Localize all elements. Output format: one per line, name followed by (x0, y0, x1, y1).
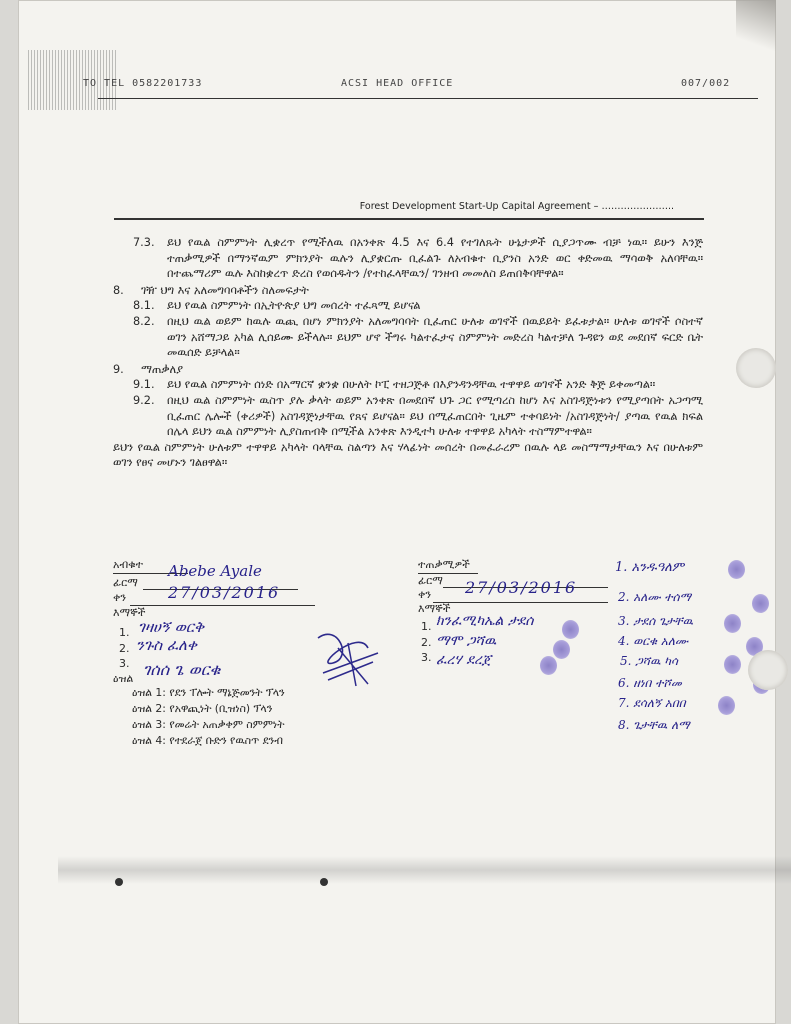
member-signature-6: 6. ዘነበ ተሾመ (618, 676, 682, 690)
scan-dot (320, 878, 328, 886)
left-witness-3-signature: ገሰሰ ጌ ወርቁ (143, 660, 221, 679)
page-fold-shadow (736, 0, 776, 60)
annex-1: ዕዝል 1: የደን ፐሎት ማኔጅመንት ፕላን (132, 686, 285, 699)
clause-7-3 (113, 235, 703, 282)
thumbprint-icon (718, 696, 735, 715)
clause-number: 9.2. (133, 393, 155, 407)
clause-text: በዚህ ዉል ወይም ከዉሉ ዉጪ በሆነ ምክንያት አለመግባባት ቢፈጠር ሁለቱ ወገኖች በዉይይት ይፈቱታል። ሁለቱ ወገኖች ሶስተኛ ወገን አሸማጋይ አካል ሊሰይሙ ይችላሉ። ይህም ሆኖ ችግሩ ካልተፈታና ስምምነት መድረስ ካልተቻለ ጉዳዩን ወደ መደበኛ ፍርድ ቤት መዉሰድ ይቻላል። (167, 314, 703, 360)
scribble-signature-icon (308, 618, 388, 688)
left-witness-3-num: 3. (119, 657, 130, 670)
scanner-streak (58, 856, 791, 884)
left-party-title: አብቁተ (113, 558, 144, 571)
annex-3: ዕዝል 3: የመሬት አጠቃቀም ስምምነት (132, 718, 285, 731)
right-witness-label: እማኞች (418, 602, 451, 615)
annex-4: ዕዝል 4: የተደራጀ ቡድን የዉስጥ ደንብ (132, 734, 283, 747)
agreement-title: Forest Development Start-Up Capital Agreement – ………………….. (359, 201, 674, 212)
section-9 (113, 362, 703, 378)
left-signature: Abebe Ayale (168, 562, 262, 580)
member-signature-4: 4. ወርቁ አለሙ (618, 634, 689, 648)
member-signature-3: 3. ታደሰ ጌታቸዉ (618, 614, 694, 628)
left-date-line (130, 605, 315, 606)
clause-number: 9.1. (133, 378, 155, 392)
clause-8-2 (113, 314, 703, 361)
left-witness-label: እማኞች (113, 606, 146, 619)
right-witness-3-num: 3. (421, 651, 432, 664)
clause-text: ይህ የዉል ስምምነት በኢትዮጵያ ህግ መሰረት ተፈጻሚ ይሆናል (167, 299, 421, 313)
left-witness-2-num: 2. (119, 642, 130, 655)
thumbprint-icon (724, 655, 741, 674)
member-signature-1: 1. አንዱዓለም (615, 560, 685, 575)
section-8 (113, 283, 703, 299)
clause-text: በዚህ ዉል ስምምነት ዉስጥ ያሉ ቃላት ወይም አንቀጽ በመደበኛ ህጉ ጋር የሚጣረስ ከሆነ እና አስገዳጅነቱን የሚያጣበት አጋጣሚ ቢፈጠር ሌሎች (ቀሪዎች) አስገዳጅነታቸዉ የጸና ይሆናል። ይህ በሚፈጠርበት ጊዜም ተቀባይነት /አስገዳጅነት/ ያጣዉ የዉል ክፍል በሌላ ይህን ዉል ስምምነት ሊያስጠብቅ በሚችል አንቀጽ እንዲተካ ሁለቱ ተዋዋይ አካላት ተስማምተዋል። (167, 393, 703, 439)
closing-statement (113, 440, 703, 471)
fax-rule (98, 98, 758, 99)
left-date: 27/03/2016 (168, 583, 281, 602)
left-witness-1-num: 1. (119, 626, 130, 639)
annex-2: ዕዝል 2: የአዋጪነት (ቢዝነስ) ፕላን (132, 702, 273, 715)
section-title: ገዥ ህግ እና አለመግባባቶችን ስለመፍታት (141, 283, 309, 297)
right-witness-2-signature: ማሞ ጋሻዉ (436, 633, 497, 649)
thumbprint-icon (553, 640, 570, 659)
punch-hole-bottom (748, 650, 788, 690)
thumbprint-icon (562, 620, 579, 639)
right-witness-1-num: 1. (421, 620, 432, 633)
scan-dot (115, 878, 123, 886)
fax-office: ACSI HEAD OFFICE (341, 78, 454, 89)
document-page (18, 0, 776, 1024)
right-date-label: ቀን (418, 588, 432, 601)
right-sign-label: ፊርማ (418, 574, 443, 587)
clause-8-1 (113, 298, 703, 314)
punch-hole-top (736, 348, 776, 388)
clause-number: 8.1. (133, 299, 155, 313)
thumbprint-icon (752, 594, 769, 613)
section-number: 9. (113, 362, 124, 376)
clause-number: 7.3. (133, 236, 155, 249)
header-rule (114, 218, 704, 220)
section-title: ማጠቃለያ (141, 362, 183, 376)
left-stamp-label: ዕዝል (113, 672, 134, 685)
clause-number: 8.2. (133, 314, 155, 328)
fax-page-number: 007/002 (681, 78, 731, 89)
clause-text: ይህ የዉል ስምምነት ሰነድ በአማርኛ ቋንቋ በሁለት ኮፒ ተዘጋጅቶ በእያንዳንዳቸዉ ተዋዋይ ወገኖች አንድ ቅጅ ይቀመጣል። (167, 378, 656, 392)
left-witness-2-signature: ንጉስ ፈለቀ (136, 636, 197, 654)
right-witness-1-signature: ክንፈሚካኤል ታደሰ (436, 613, 534, 629)
clause-text: ይህ የዉል ስምምነት ሊቋረጥ የሚችለዉ በአንቀጽ 4.5 እና 6.4 የተገለጹት ሁኔታዎች ሲያጋጥሙ ብቻ ነዉ። ይሁን እንጅ ተጠቃሚዎች በማንኛዉም ምክንያት ዉሉን ሊያቋርጡ ቢፈልጉ ለአብቁተ ቢያንስ አንድ ወር ቀድመዉ ማሳወቅ አለባቸዉ። በተጨማሪም ዉሉ እስከቋረጥ ድረስ የወሰዱትን /የተከፈላቸዉን/ ገንዘብ መመለስ ይጠበቅባቸዋል። (167, 236, 703, 281)
right-witness-3-signature: ፈረሃ ደረጀ (436, 652, 492, 668)
left-date-label: ቀን (113, 591, 127, 604)
fax-tel: TO TEL 0582201733 (83, 78, 203, 89)
thumbprint-icon (728, 560, 745, 579)
right-date-line (433, 602, 608, 603)
left-sign-label: ፊርማ (113, 576, 138, 589)
thumbprint-icon (724, 614, 741, 633)
member-signature-5: 5. ጋሻዉ ካሳ (620, 654, 678, 668)
fax-header (83, 78, 753, 98)
member-signature-8: 8. ጌታቸዉ ለማ (618, 718, 690, 732)
section-number: 8. (113, 283, 124, 297)
closing-text: ይህን የዉል ስምምነት ሁለቱም ተዋዋይ አካላት ባላቸዉ ስልጣን እና ሃላፊነት መሰረት በመፈራረም በዉሉ ላይ መስማማታቸዉን እና በሁለቱም ወገን የፀና መሆኑን ገልፀዋል። (113, 440, 703, 470)
agreement-body (113, 235, 703, 471)
member-signature-2: 2. አለሙ ተሰማ (618, 590, 692, 604)
right-witness-2-num: 2. (421, 636, 432, 649)
right-date: 27/03/2016 (465, 578, 578, 597)
clause-9-1 (113, 377, 703, 393)
clause-9-2 (113, 393, 703, 440)
left-witness-1-signature: ገዛሀኝ ወርቅ (138, 618, 205, 636)
thumbprint-icon (540, 656, 557, 675)
right-party-title: ተጠቃሚዎች (418, 558, 470, 571)
member-signature-7: 7. ደሳለኝ አበበ (618, 696, 686, 710)
